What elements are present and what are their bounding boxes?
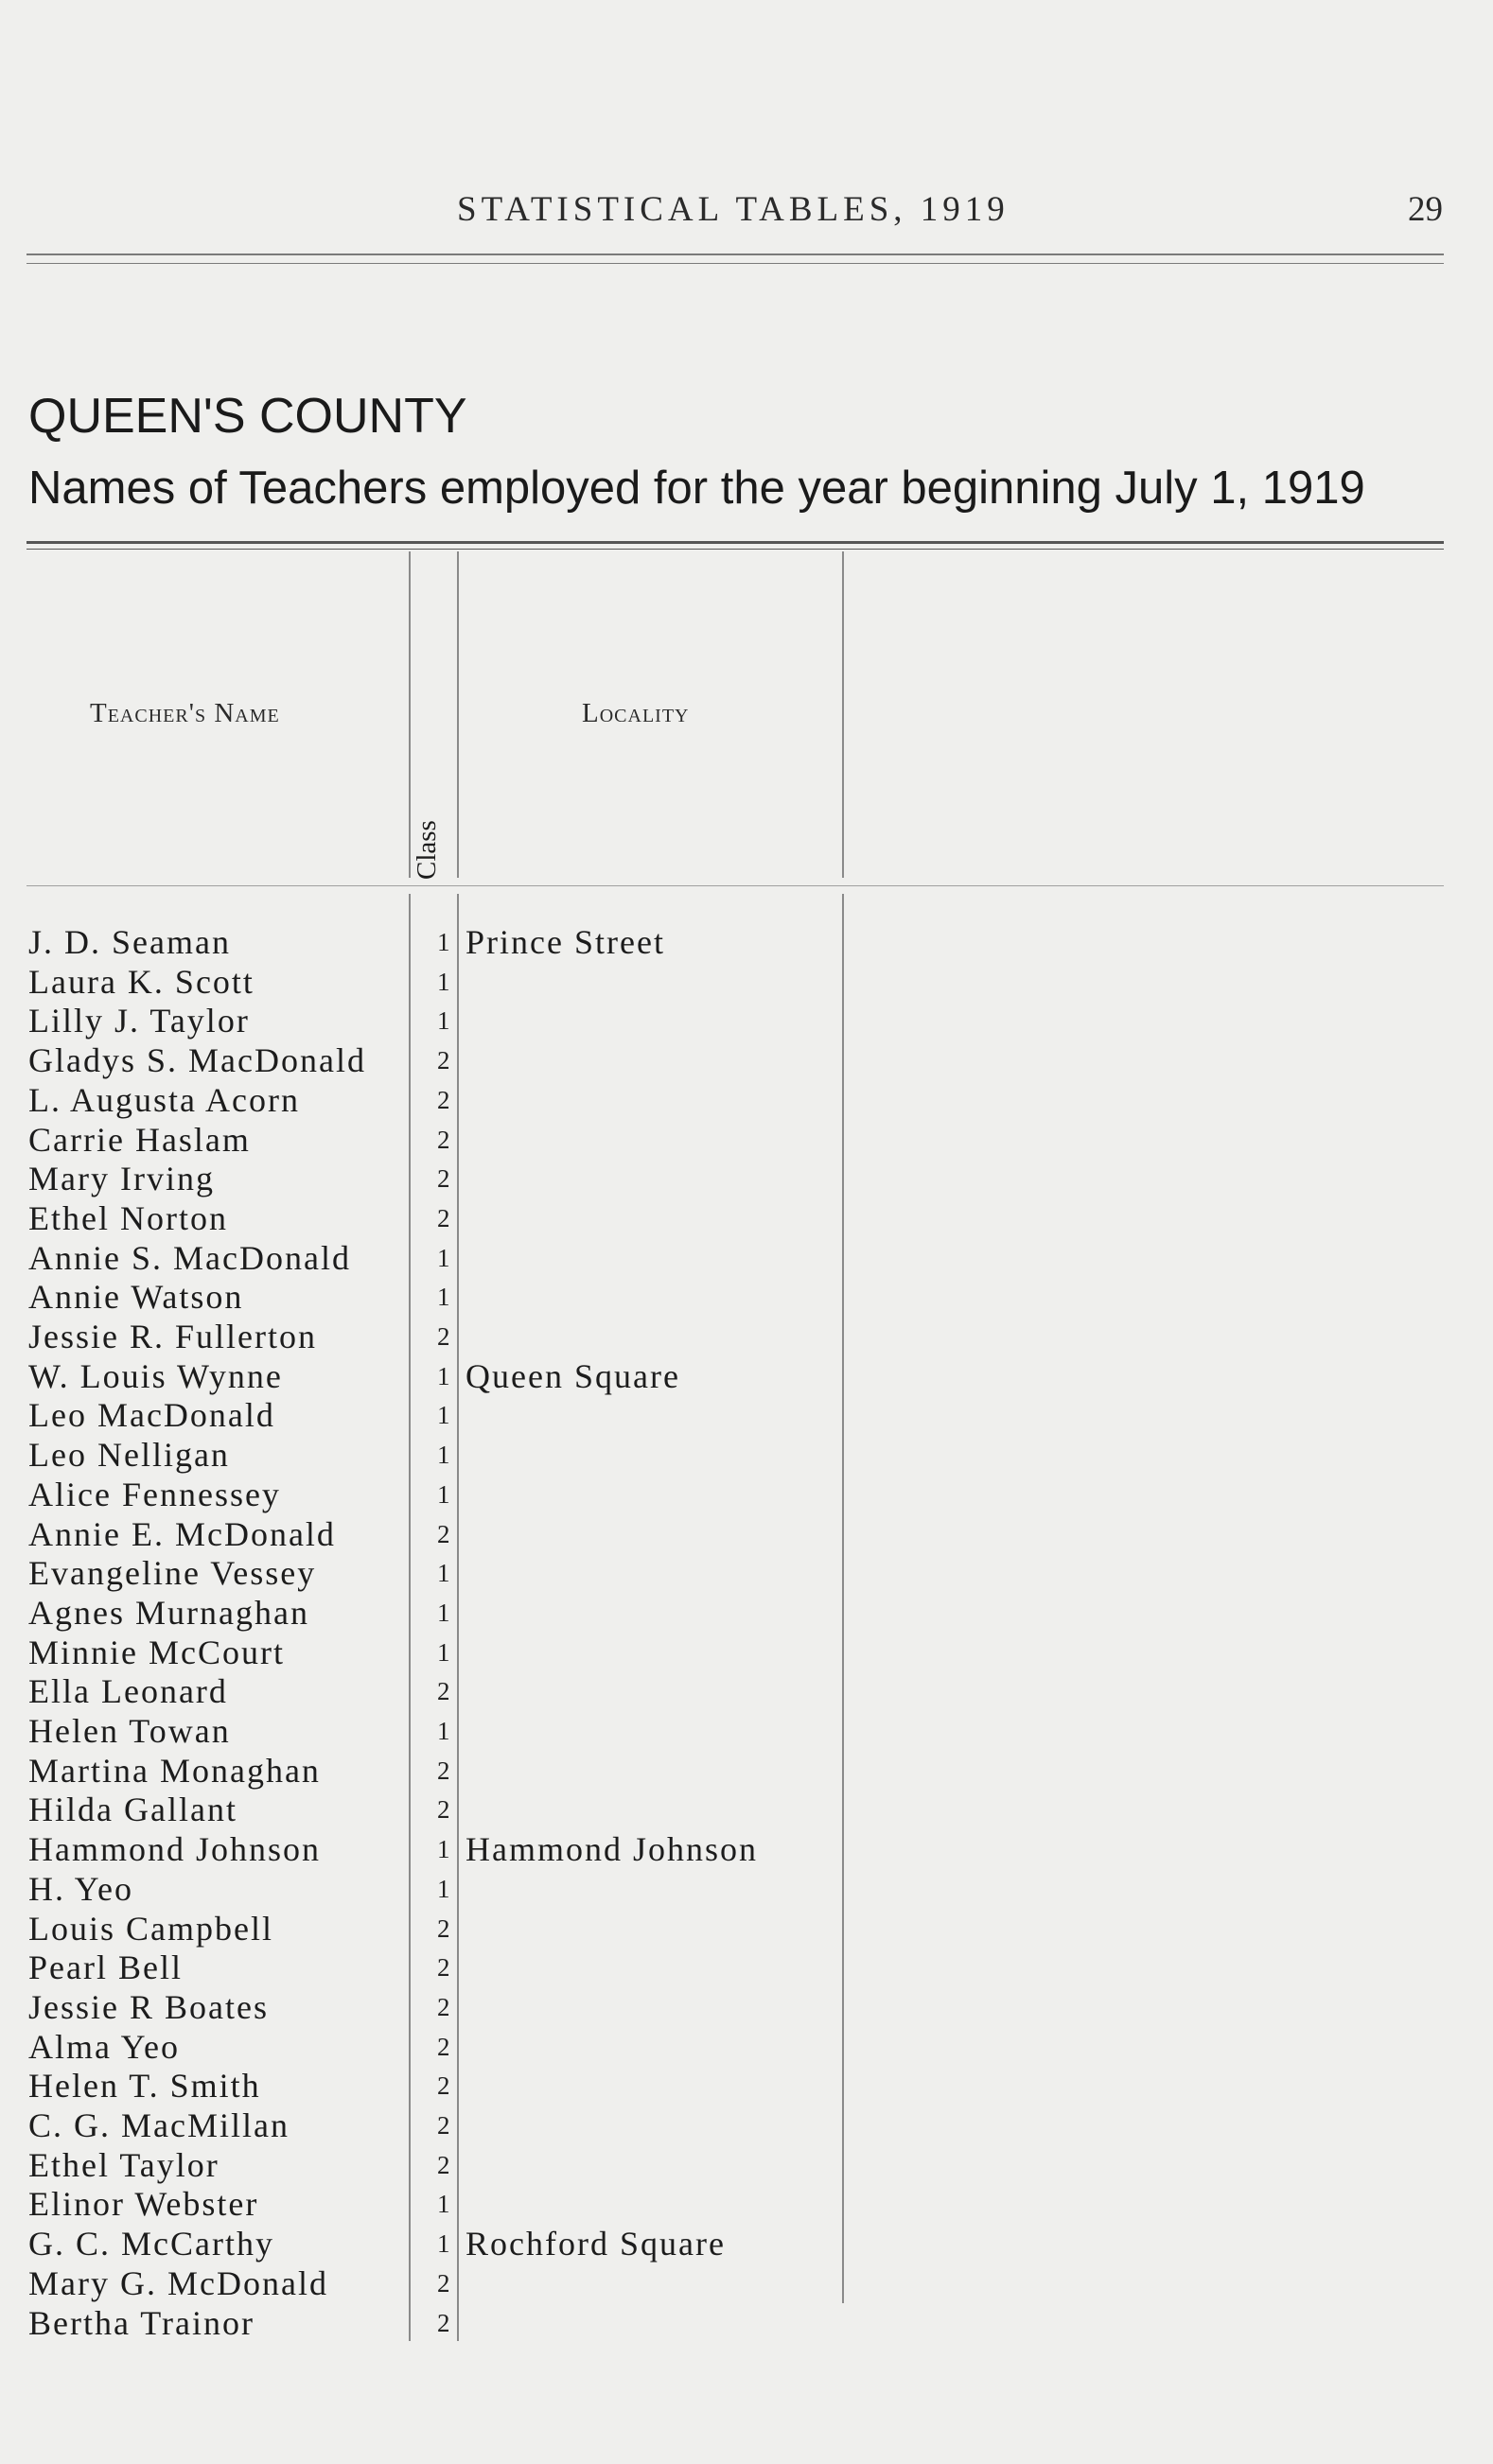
teacher-name: Carrie Haslam (28, 1120, 251, 1159)
teacher-class: 2 (437, 1953, 450, 1983)
teacher-name: Mary G. McDonald (28, 2263, 328, 2302)
teacher-name: Evangeline Vessey (28, 1554, 317, 1593)
teacher-class: 1 (437, 1637, 450, 1667)
teacher-class: 1 (437, 1717, 450, 1745)
teacher-name: Alma Yeo (28, 2027, 181, 2066)
teacher-class: 2 (437, 1519, 450, 1548)
teacher-name: W. Louis Wynne (28, 1356, 283, 1395)
table-row (0, 922, 1493, 962)
table-row (0, 2263, 1493, 2303)
table-row (0, 1790, 1493, 1829)
teacher-class: 1 (437, 1006, 450, 1036)
table-row (0, 1909, 1493, 1948)
table-row (0, 1948, 1493, 1987)
teacher-name: Minnie McCourt (28, 1633, 285, 1671)
table-row (0, 2145, 1493, 2185)
teacher-class: 1 (437, 1835, 450, 1864)
table-row (0, 1829, 1493, 1869)
table-row (0, 2184, 1493, 2224)
teacher-locality: Rochford Square (465, 2225, 726, 2263)
teacher-class: 1 (437, 1283, 450, 1312)
teacher-class: 2 (437, 1046, 450, 1075)
teacher-class: 1 (437, 1243, 450, 1272)
table-row (0, 1317, 1493, 1356)
teacher-class: 1 (437, 2229, 450, 2259)
teacher-class: 1 (437, 1479, 450, 1509)
table-row (0, 1633, 1493, 1672)
table-row (0, 1751, 1493, 1791)
teacher-name: H. Yeo (28, 1869, 134, 1908)
teacher-class: 2 (437, 1914, 450, 1943)
teacher-class: 1 (437, 1598, 450, 1627)
teacher-class: 2 (437, 1322, 450, 1351)
teacher-name: Annie Watson (28, 1278, 244, 1317)
teacher-class: 1 (437, 1874, 450, 1903)
table-row (0, 1553, 1493, 1593)
teacher-name: Leo Nelligan (28, 1436, 230, 1475)
teacher-name: Leo MacDonald (28, 1396, 275, 1435)
teacher-name: L. Augusta Acorn (28, 1080, 300, 1119)
table-row (0, 1198, 1493, 1238)
teacher-name: C. G. MacMillan (28, 2106, 290, 2144)
table-row (0, 2303, 1493, 2343)
column-divider-locality-blank (842, 551, 844, 878)
table-row (0, 1277, 1493, 1317)
table-row (0, 1356, 1493, 1396)
table-row (0, 1869, 1493, 1909)
table-row (0, 2224, 1493, 2263)
header-row-rule (26, 885, 1444, 886)
table-row (0, 2027, 1493, 2067)
teacher-name: Ethel Norton (28, 1198, 228, 1237)
teacher-name: Ethel Taylor (28, 2145, 220, 2184)
table-row (0, 1395, 1493, 1435)
teacher-name: Gladys S. MacDonald (28, 1041, 366, 1080)
teacher-class: 2 (437, 1085, 450, 1114)
teacher-name: Mary Irving (28, 1160, 215, 1198)
teacher-class: 1 (437, 1559, 450, 1588)
teacher-class: 2 (437, 2150, 450, 2179)
table-row (0, 1435, 1493, 1475)
table-row (0, 1593, 1493, 1633)
table-row (0, 1514, 1493, 1554)
teacher-class: 2 (437, 1164, 450, 1194)
table-row (0, 2106, 1493, 2145)
teacher-name: Martina Monaghan (28, 1751, 321, 1790)
teacher-class: 2 (437, 2268, 450, 2298)
teacher-locality: Hammond Johnson (465, 1830, 758, 1869)
table-row (0, 1080, 1493, 1120)
teacher-class: 2 (437, 1992, 450, 2021)
teacher-class: 1 (437, 1361, 450, 1390)
teacher-name: Elinor Webster (28, 2185, 259, 2224)
teacher-class: 2 (437, 1677, 450, 1706)
teacher-name: Jessie R. Fullerton (28, 1318, 317, 1355)
teacher-name: Helen Towan (28, 1712, 231, 1750)
header-rule-top (26, 253, 1444, 255)
teacher-name: Pearl Bell (28, 1948, 183, 1987)
teacher-name: G. C. McCarthy (28, 2225, 274, 2263)
column-header-name: Teacher's Name (90, 698, 280, 728)
table-row (0, 1040, 1493, 1080)
teacher-class: 1 (437, 928, 450, 956)
teacher-name: Helen T. Smith (28, 2067, 261, 2106)
teacher-name: Agnes Murnaghan (28, 1593, 309, 1632)
table-rule-top (26, 541, 1444, 544)
teacher-name: Louis Campbell (28, 1909, 273, 1948)
teacher-name: Jessie R Boates (28, 1987, 269, 2026)
teacher-name: Annie E. McDonald (28, 1514, 336, 1553)
table-row (0, 1001, 1493, 1040)
running-title: STATISTICAL TABLES, 1919 (457, 190, 1010, 229)
table-row (0, 2066, 1493, 2106)
teacher-class: 2 (437, 2071, 450, 2101)
table-row (0, 1475, 1493, 1514)
table-row (0, 1987, 1493, 2027)
teacher-class: 2 (437, 2111, 450, 2140)
running-head (0, 189, 1493, 246)
teacher-class: 2 (437, 2308, 450, 2337)
teacher-class: 2 (437, 1125, 450, 1154)
teacher-class: 1 (437, 967, 450, 996)
teacher-name: Annie S. MacDonald (28, 1238, 351, 1277)
column-header-locality: Locality (582, 698, 690, 728)
teacher-locality: Queen Square (465, 1356, 680, 1395)
teacher-class: 2 (437, 1756, 450, 1785)
table-row (0, 1120, 1493, 1160)
teacher-class: 2 (437, 1203, 450, 1232)
teacher-class: 2 (437, 2032, 450, 2061)
column-divider-class-locality (457, 551, 459, 878)
table-row (0, 1238, 1493, 1278)
page-number: 29 (1408, 190, 1443, 229)
teacher-name: Hilda Gallant (28, 1791, 237, 1829)
teacher-class: 1 (437, 1441, 450, 1470)
table-row (0, 1671, 1493, 1711)
table-row (0, 962, 1493, 1002)
teacher-locality: Prince Street (465, 923, 665, 961)
table-row (0, 1711, 1493, 1751)
teacher-name: Bertha Trainor (28, 2303, 255, 2342)
teacher-name: J. D. Seaman (28, 923, 231, 961)
teacher-name: Alice Fennessey (28, 1475, 281, 1513)
teacher-name: Laura K. Scott (28, 962, 255, 1001)
table-subtitle: Names of Teachers employed for the year beginning July 1, 1919 (28, 463, 1365, 514)
column-header-class: Class (412, 820, 442, 880)
teacher-class: 1 (437, 2190, 450, 2219)
header-rule-bottom (26, 263, 1444, 264)
teacher-class: 1 (437, 1401, 450, 1430)
table-rule-top-2 (26, 549, 1444, 550)
teacher-class: 2 (437, 1795, 450, 1825)
teacher-name: Hammond Johnson (28, 1830, 321, 1869)
teacher-name: Ella Leonard (28, 1672, 228, 1711)
teacher-name: Lilly J. Taylor (28, 1002, 250, 1040)
table-row (0, 1159, 1493, 1198)
county-heading: QUEEN'S COUNTY (28, 389, 467, 444)
